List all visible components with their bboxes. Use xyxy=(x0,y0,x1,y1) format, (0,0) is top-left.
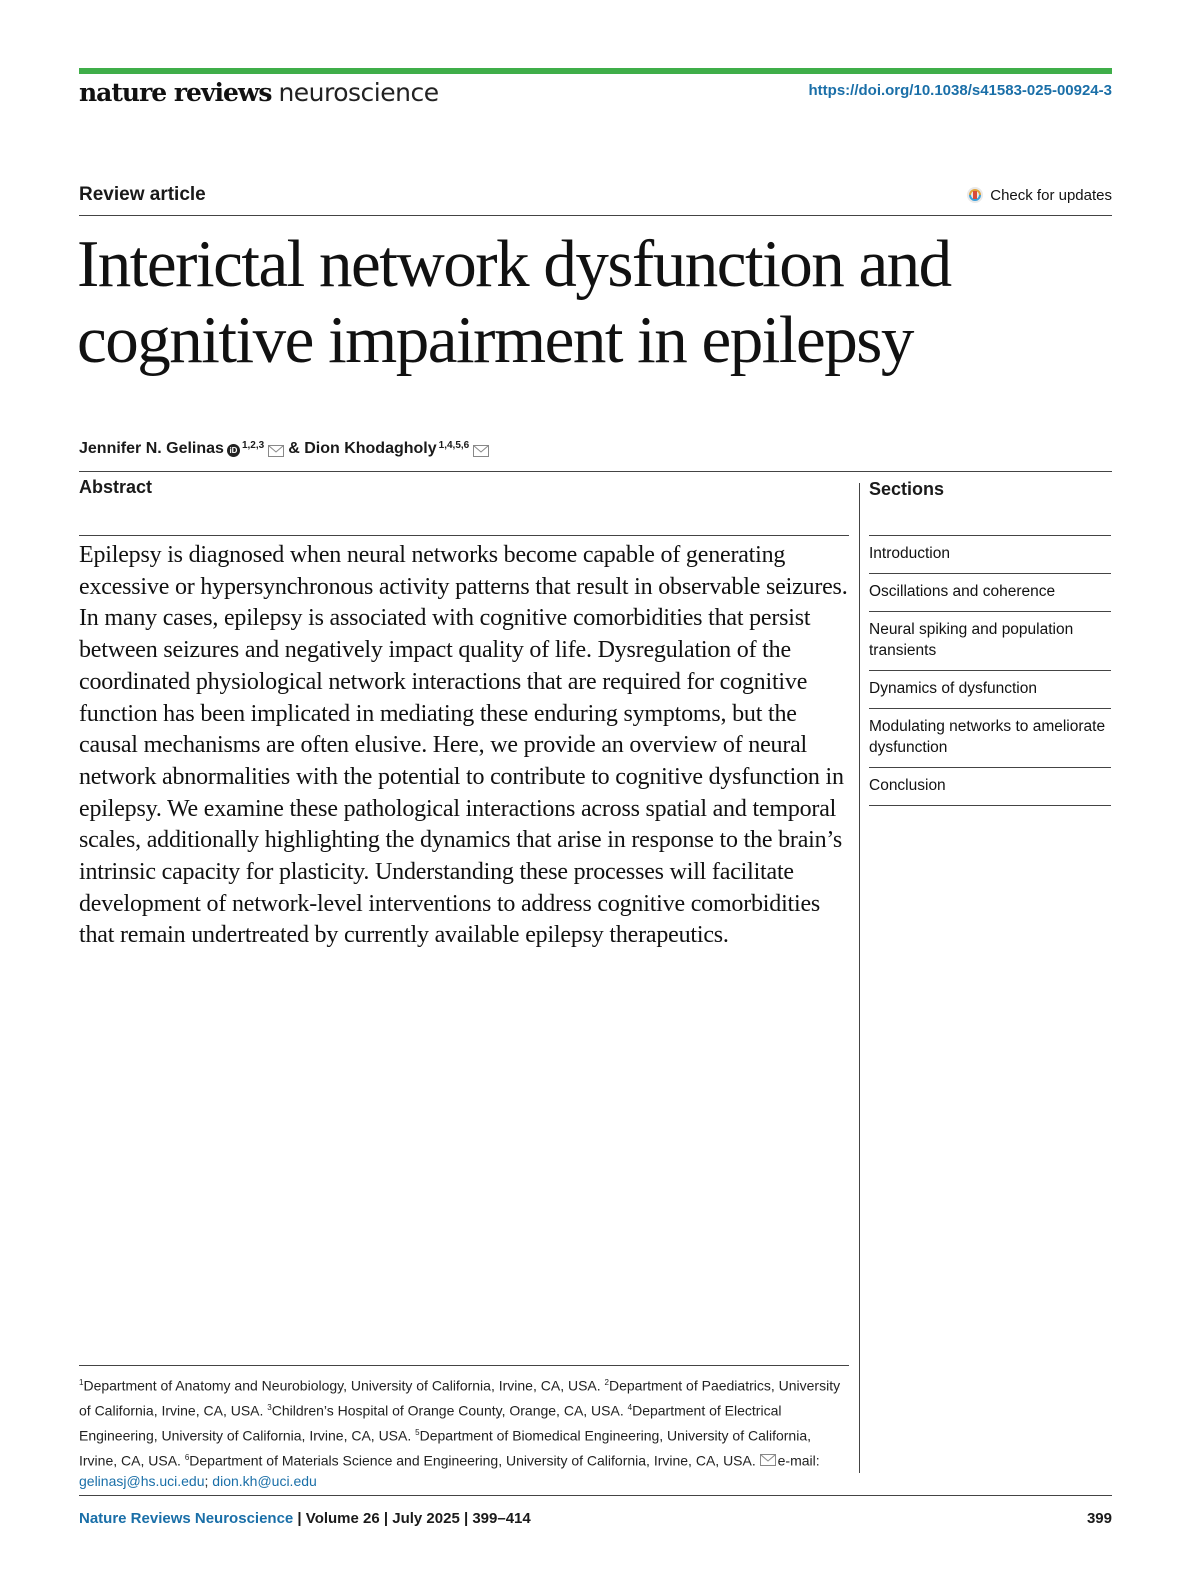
section-link-neural-spiking[interactable]: Neural spiking and population transients xyxy=(869,612,1111,671)
email-label: e-mail: xyxy=(777,1452,820,1469)
author-2-name: Dion Khodagholy xyxy=(304,440,437,457)
affil-2: Department of Paediatrics, University of California, Irvine, CA, USA. xyxy=(79,1377,841,1419)
footer-details: | Volume 26 | July 2025 | 399–414 xyxy=(293,1510,531,1527)
affil-mark: 3 xyxy=(267,1402,272,1412)
author-2-affiliations: 1,4,5,6 xyxy=(438,440,470,451)
journal-name-bold: nature reviews xyxy=(79,78,272,107)
affil-1: Department of Anatomy and Neurobiology, University of California, Irvine, CA, USA. xyxy=(83,1377,605,1394)
email-link-gelinas[interactable]: gelinasj@hs.uci.edu xyxy=(79,1473,205,1490)
affil-mark: 1 xyxy=(79,1378,84,1387)
header-accent-bar xyxy=(79,68,1112,74)
affil-6: Department of Materials Science and Engineering, University of California, Irvine, CA, USA. xyxy=(189,1452,760,1469)
divider-abstract xyxy=(79,535,849,536)
abstract-body: Epilepsy is diagnosed when neural networks become capable of generating excessive or hypersynchronous activity patterns that result in observable seizures. In many cases, epilepsy is associated with cognitive comorbidities that persist between seizures and negatively impact quality of life. Dysregulation of the coordinated physiological network interactions that are required for cognitive function has been implicated in mediating these enduring symptoms, but the causal mechanisms are often elusive. Here, we provide an overview of neural network abnormalities with the potential to contribute to cognitive dysfunction in epilepsy. We examine these pathological interactions across spatial and temporal scales, additionally highlighting the dynamics that arise in response to the brain’s intrinsic capacity for plasticity. Understanding these processes will facilitate development of network-level interventions to address cognitive comorbidities that remain undertreated by currently available epilepsy therapeutics. xyxy=(79,542,848,949)
article-type: Review article xyxy=(79,184,206,205)
affil-mark: 5 xyxy=(415,1427,420,1437)
email-icon xyxy=(760,1454,776,1466)
journal-logo xyxy=(79,78,439,108)
column-divider xyxy=(859,483,860,1473)
sections-nav xyxy=(869,535,1111,806)
section-link-dynamics[interactable]: Dynamics of dysfunction xyxy=(869,671,1111,709)
page-number: 399 xyxy=(1086,1510,1112,1527)
affil-mark: 6 xyxy=(184,1452,190,1462)
divider-authors xyxy=(79,471,1112,472)
affil-3: Children’s Hospital of Orange County, Orange, CA, USA. xyxy=(271,1402,628,1419)
orcid-icon[interactable]: iD xyxy=(227,444,240,457)
divider-affiliations xyxy=(79,1365,849,1366)
divider-footer xyxy=(79,1495,1112,1496)
abstract-heading: Abstract xyxy=(79,477,153,497)
email-icon[interactable] xyxy=(473,445,489,457)
affil-mark: 2 xyxy=(604,1378,609,1387)
affil-mark: 4 xyxy=(627,1402,633,1412)
email-icon[interactable] xyxy=(268,445,284,457)
section-link-introduction[interactable]: Introduction xyxy=(869,536,1111,574)
section-link-conclusion[interactable]: Conclusion xyxy=(869,768,1111,806)
affil-4: Department of Electrical Engineering, University of California, Irvine, CA, USA. xyxy=(79,1402,782,1444)
author-1-affiliations: 1,2,3 xyxy=(241,440,265,451)
journal-name-light: neuroscience xyxy=(278,78,439,107)
author-joiner: & xyxy=(288,440,300,457)
affil-5: Department of Biomedical Engineering, University of California, Irvine, CA, USA. xyxy=(79,1427,811,1469)
doi-link[interactable]: https://doi.org/10.1038/s41583-025-00924-3 xyxy=(808,82,1112,99)
article-title: Interictal network dysfunction and cognitive impairment in epilepsy xyxy=(77,227,951,377)
email-separator: ; xyxy=(204,1473,213,1490)
section-link-oscillations[interactable]: Oscillations and coherence xyxy=(869,574,1111,612)
divider-top xyxy=(79,215,1112,216)
author-1-name: Jennifer N. Gelinas xyxy=(79,440,224,457)
sections-heading: Sections xyxy=(869,479,945,499)
author-list xyxy=(79,440,493,458)
check-updates-label: Check for updates xyxy=(990,186,1112,204)
section-link-modulating[interactable]: Modulating networks to ameliorate dysfunction xyxy=(869,709,1111,768)
footer-journal-link[interactable]: Nature Reviews Neuroscience xyxy=(79,1510,294,1527)
email-link-khodagholy[interactable]: dion.kh@uci.edu xyxy=(212,1473,317,1490)
check-updates-button[interactable] xyxy=(966,186,1112,204)
check-updates-icon xyxy=(966,186,984,204)
footer-citation xyxy=(79,1510,531,1527)
affiliations xyxy=(79,1372,851,1493)
